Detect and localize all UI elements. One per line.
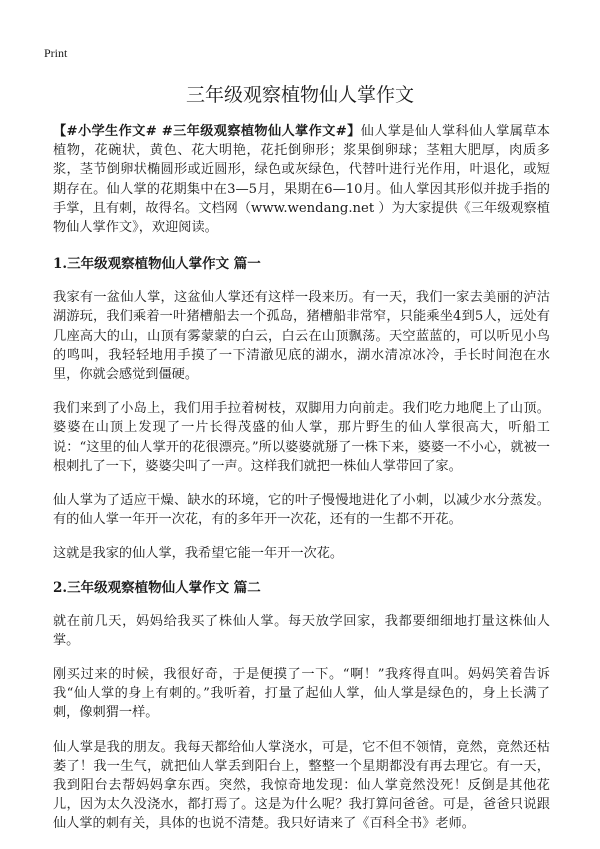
document-body	[53, 122, 550, 849]
page-title: 三年级观察植物仙人掌作文	[185, 84, 414, 106]
intro-tags: 【#小学生作文# #三年级观察植物仙人掌作文#】	[53, 124, 361, 139]
intro-paragraph	[53, 122, 550, 237]
paragraph: 这就是我家的仙人掌，我希望它能一年开一次花。	[53, 546, 344, 562]
paragraph: 就在前几天，妈妈给我买了株仙人掌。每天放学回家，我都要细细地打量这株仙人掌。	[53, 613, 550, 648]
intro-text: 仙人掌是仙人掌科仙人掌属草本植物，花碗状，黄色、花大明艳，花托倒卵形；浆果倒卵球；茎粗大肥厚，肉质多浆，茎节倒卵状椭圆形或近圆形，绿色或灰绿色，代替叶进行光作用，叶退化，或短期存在。仙人掌的花期集中在3—5月，果期在6—10月。仙人掌因其形似并拢手指的手掌，且有刺，故得名。文档网（www.wendang.net ）为大家提供《三年级观察植物仙人掌作文》，欢迎阅读。	[53, 124, 550, 236]
paragraph: 仙人掌是我的朋友。我每天都给仙人掌浇水，可是，它不但不领情，竟然，竟然还枯萎了！我一生气，就把仙人掌丢到阳台上，整整一个星期都没有再去理它。有一天，我到阳台去帮妈妈拿东西。突然，我惊奇地发现：仙人掌竟然没死！反倒是其他花儿，因为太久没浇水，都打焉了。这是为什么呢？我打算问爸爸。可是，爸爸只说跟仙人掌的刺有关，具体的也说不清楚。我只好请来了《百科全书》老师。	[53, 739, 550, 832]
section-heading: 1.三年级观察植物仙人掌作文 篇一	[53, 256, 261, 273]
paragraph: 仙人掌为了适应干燥、缺水的环境，它的叶子慢慢地进化了小刺，以减少水分蒸发。有的仙人掌一年开一次花，有的多年开一次花，还有的一生都不开花。	[53, 493, 550, 528]
paragraph: 我们来到了小岛上，我们用手拉着树枝，双脚用力向前走。我们吃力地爬上了山顶。婆婆在山顶上发现了一片长得茂盛的仙人掌，那片野生的仙人掌很高大，听船工说：“这里的仙人掌开的花很漂亮。”所以婆婆就掰了一株下来，婆婆一不小心，就被一根刺扎了一下，婆婆尖叫了一声。这样我们就把一株仙人掌带回了家。	[53, 401, 550, 474]
paragraph: 我家有一盆仙人掌，这盆仙人掌还有这样一段来历。有一天，我们一家去美丽的泸沽湖游玩，我们乘着一叶猪槽船去一个孤岛，猪槽船非常窄，只能乘坐4到5人，远处有几座高大的山，山顶有雾蒙蒙的白云，白云在山顶飘荡。天空蓝蓝的，可以听见小鸟的鸣叫，我轻轻地用手摸了一下清澈见底的湖水，湖水清凉冰冷，手长时间泡在水里，你就会感觉到僵硬。	[53, 290, 550, 383]
section-heading: 2.三年级观察植物仙人掌作文 篇二	[53, 579, 261, 596]
paragraph: 刚买过来的时候，我很好奇，于是便摸了一下。“啊！”我疼得直叫。妈妈笑着告诉我“仙人掌的身上有刺的。”我听着，打量了起仙人掌，仙人掌是绿色的，身上长满了刺，像刺猬一样。	[53, 667, 550, 721]
print-label: Print	[44, 46, 68, 60]
